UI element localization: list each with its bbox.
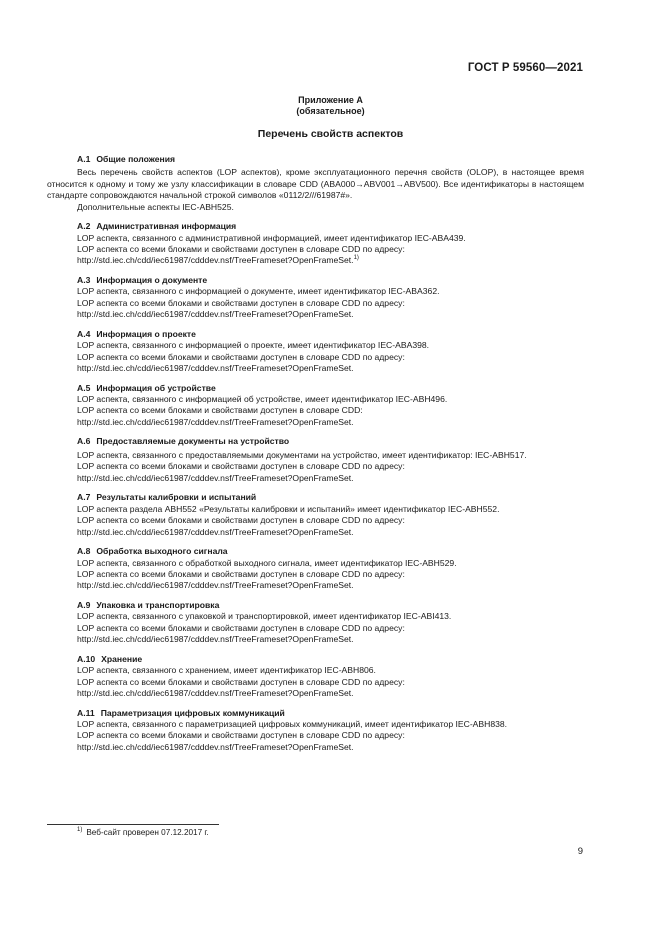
section-heading	[47, 600, 584, 611]
section-number: А.6	[77, 436, 91, 447]
section-heading	[47, 383, 584, 394]
section-heading	[47, 436, 584, 447]
section	[47, 654, 584, 700]
section-title: Информация о проекте	[96, 328, 196, 339]
line-text: LOP аспекта со всеми блоками и свойствами доступен в словаре CDD по адресу:	[77, 515, 405, 526]
section-title: Обработка выходного сигнала	[96, 546, 228, 557]
section	[47, 492, 584, 538]
section	[47, 600, 584, 646]
paragraph-line	[47, 363, 584, 374]
section-title: Информация о документе	[96, 275, 208, 286]
paragraph-line	[47, 634, 584, 645]
section-number: А.1	[77, 154, 91, 164]
paragraph-line	[47, 405, 584, 416]
line-text: LOP аспекта, связанного с информацией об устройстве, имеет идентификатор IEC-ABH496.	[77, 394, 448, 405]
paragraph-line	[47, 623, 584, 634]
paragraph-line	[47, 340, 584, 351]
section-heading	[47, 221, 584, 232]
cdd-url: http://std.iec.ch/cdd/iec61987/cdddev.nsf/TreeFrameset?OpenFrameSet.	[77, 309, 354, 320]
section-heading	[47, 654, 584, 665]
section-number: А.5	[77, 382, 91, 393]
appendix-heading	[0, 95, 661, 117]
line-text: LOP аспекта со всеми блоками и свойствами доступен в словаре CDD по адресу:	[77, 351, 405, 362]
line-text: LOP аспекта, связанного с упаковкой и транспортировкой, имеет идентификатор IEC-ABI413.	[77, 611, 452, 622]
line-text: LOP аспекта, связанного с хранением, имеет идентификатор IEC-ABH806.	[77, 665, 376, 676]
paragraph-line	[47, 611, 584, 622]
section	[47, 221, 584, 267]
document-code: ГОСТ Р 59560—2021	[467, 62, 583, 74]
paragraph-line	[47, 580, 584, 591]
footnote-separator	[47, 824, 219, 825]
section-heading	[47, 329, 584, 340]
paragraph-line	[47, 569, 584, 580]
paragraph: Весь перечень свойств аспектов (LOP аспектов), кроме эксплуатационного перечня свойств (OLOP), в настоящее время относится к одному и тому же узлу классификации в словаре CDD (ABA000→ABV001→ABV500). Все идентификаторы в настоящем стандарте сопровождаются начальной строкой символов «0112/2///61987#».	[47, 167, 584, 201]
paragraph-line	[47, 352, 584, 363]
paragraph-line	[47, 298, 584, 309]
section-heading	[47, 275, 584, 286]
paragraph-line	[47, 233, 584, 244]
cdd-url: http://std.iec.ch/cdd/iec61987/cdddev.nsf/TreeFrameset?OpenFrameSet.	[77, 634, 354, 645]
section-number: А.10	[77, 653, 96, 664]
paragraph-line	[47, 730, 584, 741]
section-heading	[47, 492, 584, 503]
section-title: Хранение	[101, 653, 143, 664]
section-title: Упаковка и транспортировка	[96, 599, 220, 610]
section-heading	[47, 546, 584, 557]
section	[47, 329, 584, 375]
cdd-url: http://std.iec.ch/cdd/iec61987/cdddev.nsf/TreeFrameset?OpenFrameSet.	[77, 580, 354, 591]
cdd-url: http://std.iec.ch/cdd/iec61987/cdddev.nsf/TreeFrameset?OpenFrameSet.	[77, 687, 354, 698]
section-title: Общие положения	[96, 154, 176, 164]
footnote-reference: 1)	[353, 255, 359, 262]
paragraph-line	[47, 461, 584, 472]
paragraph-line	[47, 255, 584, 266]
paragraph-line	[47, 742, 584, 753]
page-number: 9	[577, 846, 583, 857]
paragraph-line	[47, 417, 584, 428]
line-text: LOP аспекта, связанного с обработкой выходного сигнала, имеет идентификатор IEC-ABH529.	[77, 557, 457, 568]
line-text: LOP аспекта раздела ABH552 «Результаты калибровки и испытаний» имеет идентификатор IEC-ABH552.	[77, 503, 500, 514]
document-title: Перечень свойств аспектов	[257, 128, 404, 140]
paragraph-line	[47, 286, 584, 297]
section-title: Информация об устройстве	[96, 382, 216, 393]
paragraph-line	[47, 244, 584, 255]
footnote	[77, 828, 209, 837]
line-text: LOP аспекта, связанного с информацией о проекте, имеет идентификатор IEC-ABA398.	[77, 340, 430, 351]
paragraph-line	[47, 558, 584, 569]
appendix-label: Приложение А	[298, 95, 363, 105]
section	[47, 708, 584, 754]
section-number: А.8	[77, 546, 91, 557]
section-number: А.2	[77, 221, 91, 232]
line-text: LOP аспекта, связанного с информацией о документе, имеет идентификатор IEC-ABA362.	[77, 286, 440, 297]
appendix-status: (обязательное)	[296, 106, 365, 116]
paragraph-line	[47, 515, 584, 526]
paragraph-line	[47, 665, 584, 676]
paragraph-line	[47, 677, 584, 688]
section	[47, 546, 584, 592]
section-heading	[47, 154, 584, 165]
paragraph-line	[47, 527, 584, 538]
cdd-url: http://std.iec.ch/cdd/iec61987/cdddev.nsf/TreeFrameset?OpenFrameSet.	[77, 741, 354, 752]
footnote-text: Веб-сайт проверен 07.12.2017 г.	[86, 828, 209, 837]
paragraph-line	[47, 504, 584, 515]
section-title: Административная информация	[96, 221, 237, 232]
paragraph: Дополнительные аспекты IEC-ABH525.	[77, 201, 234, 212]
paragraph-line	[47, 473, 584, 484]
cdd-url: http://std.iec.ch/cdd/iec61987/cdddev.nsf/TreeFrameset?OpenFrameSet.	[77, 472, 354, 483]
paragraph-line	[47, 394, 584, 405]
paragraph-line	[47, 688, 584, 699]
section	[47, 436, 584, 484]
section	[47, 383, 584, 429]
section-heading	[47, 708, 584, 719]
line-text: LOP аспекта со всеми блоками и свойствами доступен в словаре CDD по адресу:	[77, 244, 405, 255]
paragraph: LOP аспекта, связанного с предоставляемыми документами на устройство, имеет идентификатор: IEC-ABH517.	[77, 449, 527, 460]
line-text: LOP аспекта со всеми блоками и свойствами доступен в словаре CDD:	[77, 405, 363, 416]
section-number: А.9	[77, 599, 91, 610]
line-text: LOP аспекта со всеми блоками и свойствами доступен в словаре CDD по адресу:	[77, 461, 405, 472]
cdd-url: http://std.iec.ch/cdd/iec61987/cdddev.nsf/TreeFrameset?OpenFrameSet.	[77, 255, 354, 266]
cdd-url: http://std.iec.ch/cdd/iec61987/cdddev.nsf/TreeFrameset?OpenFrameSet.	[77, 363, 354, 374]
line-text: LOP аспекта со всеми блоками и свойствами доступен в словаре CDD по адресу:	[77, 622, 405, 633]
paragraph-line	[47, 309, 584, 320]
section	[47, 275, 584, 321]
line-text: LOP аспекта со всеми блоками и свойствами доступен в словаре CDD по адресу:	[77, 676, 405, 687]
section-a1	[47, 154, 584, 213]
section-title: Параметризация цифровых коммуникаций	[100, 707, 285, 718]
section-title: Предоставляемые документы на устройство	[96, 436, 290, 447]
paragraph-line	[47, 719, 584, 730]
section-number: А.3	[77, 275, 91, 286]
line-text: LOP аспекта со всеми блоками и свойствами доступен в словаре CDD по адресу:	[77, 297, 405, 308]
section-number: А.7	[77, 492, 91, 503]
section-number: А.11	[77, 707, 95, 718]
line-text: LOP аспекта со всеми блоками и свойствами доступен в словаре CDD по адресу:	[77, 568, 405, 579]
section-number: А.4	[77, 328, 91, 339]
footnote-mark: 1)	[77, 827, 83, 833]
line-text: LOP аспекта, связанного с параметризацией цифровых коммуникаций, имеет идентификатор IEC-ABH838.	[77, 718, 508, 729]
cdd-url: http://std.iec.ch/cdd/iec61987/cdddev.nsf/TreeFrameset?OpenFrameSet.	[77, 416, 354, 427]
document-body	[47, 154, 584, 761]
cdd-url: http://std.iec.ch/cdd/iec61987/cdddev.nsf/TreeFrameset?OpenFrameSet.	[77, 526, 354, 537]
section-title: Результаты калибровки и испытаний	[96, 492, 257, 503]
line-text: LOP аспекта со всеми блоками и свойствами доступен в словаре CDD по адресу:	[77, 730, 405, 741]
line-text: LOP аспекта, связанного с административной информацией, имеет идентификатор IEC-ABA439.	[77, 232, 466, 243]
